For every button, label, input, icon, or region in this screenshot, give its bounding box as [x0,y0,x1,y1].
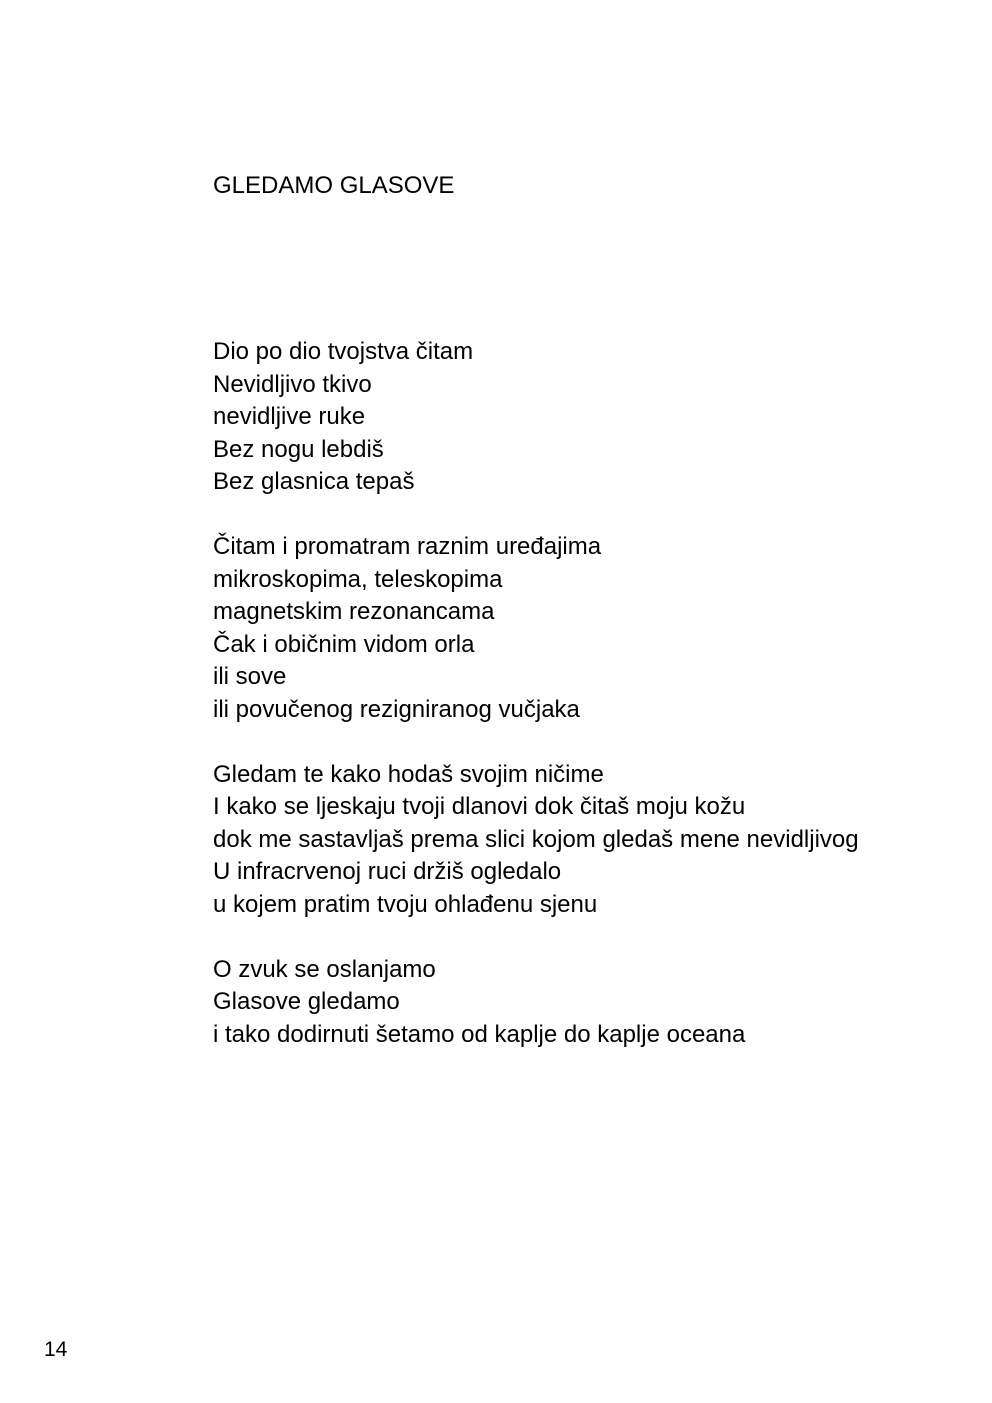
poem-line: i tako dodirnuti šetamo od kaplje do kaplje oceana [213,1020,746,1048]
poem-line: Bez nogu lebdiš [213,435,384,463]
stanza-3 [213,759,973,922]
poem-line: ili povučenog rezigniranog vučjaka [213,695,580,723]
poem-line: Bez glasnica tepaš [213,468,415,496]
poem-line: u kojem pratim tvoju ohlađenu sjenu [213,890,598,918]
poem-line: ili sove [213,663,287,691]
page-number: 14 [44,1338,68,1361]
poem-line: dok me sastavljaš prema slici kojom gledaš mene nevidljivog [213,825,859,853]
stanza-4 [213,954,973,1052]
poem-line: Dio po dio tvojstva čitam [213,338,474,365]
stanza-1 [213,336,973,499]
poem-line: magnetskim rezonancama [213,598,495,626]
poem-line: Gledam te kako hodaš svojim ničime [213,760,604,788]
poem-line: Glasove gledamo [213,988,400,1016]
poem-title: GLEDAMO GLASOVE [213,172,455,199]
poem-line: Čitam i promatram raznim uređajima [213,532,602,560]
poem-body [213,336,973,1083]
poem-line: mikroskopima, teleskopima [213,565,503,593]
poem-line: nevidljive ruke [213,403,366,431]
poem-line: U infracrvenoj ruci držiš ogledalo [213,858,562,886]
poem-line: O zvuk se oslanjamo [213,955,436,983]
poem-line: I kako se ljeskaju tvoji dlanovi dok čitaš moju kožu [213,793,746,821]
stanza-2 [213,531,973,727]
poem-line: Čak i običnim vidom orla [213,630,475,658]
poem-line: Nevidljivo tkivo [213,370,372,398]
